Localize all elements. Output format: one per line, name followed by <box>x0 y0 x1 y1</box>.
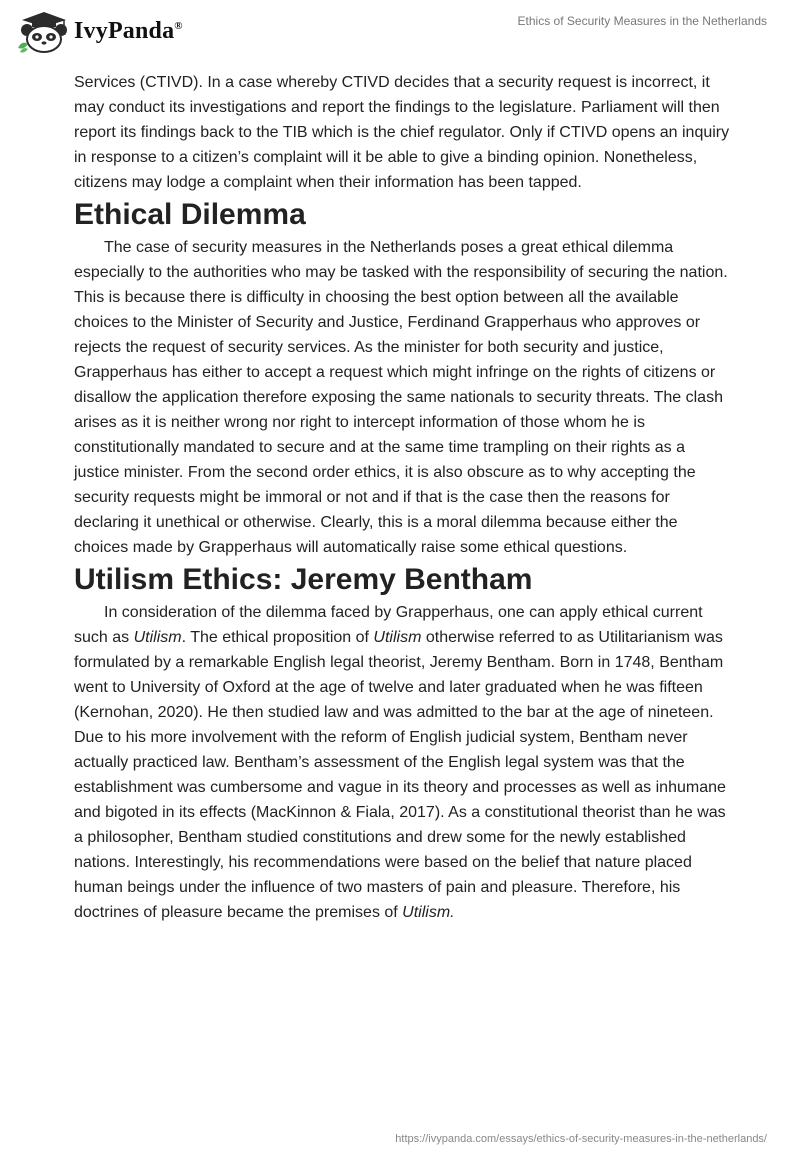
ethical-dilemma-paragraph: The case of security measures in the Netherlands poses a great ethical dilemma especially to the authorities who may be tasked with the responsibility of securing the nation. This is because there is difficulty in choosing the best option between all the available choices to the Minister of Security and Justice, Ferdinand Grapperhaus who approves or rejects the request of security services. As the minister for both security and justice, Grapperhaus has either to accept a request which might infringe on the rights of citizens or disallow the application therefore exposing the same nationals to security threats. The clash arises as it is neither wrong nor right to intercept information of those whom he is constitutionally mandated to secure and at the same time trampling on their rights as a justice minister. From the second order ethics, it is also obscure as to why accepting the security requests might be immoral or not and if that is the case then the reasons for declaring it unethical or otherwise. Clearly, this is a moral dilemma because either the choices made by Grapperhaus will automatically raise some ethical questions. <box>74 239 728 556</box>
source-url-link[interactable]: https://ivypanda.com/essays/ethics-of-security-measures-in-the-netherlands/ <box>395 1133 767 1145</box>
utilism-paragraph <box>74 600 734 925</box>
intro-paragraph: Services (CTIVD). In a case whereby CTIVD decides that a security request is incorrect, it may conduct its investigations and report the findings to the legislature. Parliament will then report its findings back to the TIB which is the chief regulator. Only if CTIVD opens an inquiry in response to a citizen’s complaint will it be able to give a binding opinion. Nonetheless, citizens may lodge a complaint when their information has been tapped. <box>74 74 730 191</box>
text-run: In consideration of the dilemma faced by Grapperhaus, one can apply ethical current such as <box>74 604 703 646</box>
panda-graduate-icon <box>14 8 70 54</box>
running-title: Ethics of Security Measures in the Netherlands <box>517 14 767 28</box>
emphasis-utilism: Utilism. <box>402 904 455 921</box>
brand-logo[interactable] <box>14 8 183 54</box>
registered-mark: ® <box>174 19 183 32</box>
text-run: . The ethical proposition of <box>181 629 374 646</box>
page-header <box>0 0 800 62</box>
emphasis-utilism: Utilism <box>373 629 422 646</box>
text-run: otherwise referred to as Utilitarianism was formulated by a remarkable English legal theorist, Jeremy Bentham. Born in 1748, Bentham went to University of Oxford at the age of twelve and later graduated when he was fifteen (Kernohan, 2020). He then studied law and was admitted to the bar at the age of nineteen. Due to his more involvement with the reform of English judicial system, Bentham never actually practiced law. Bentham’s assessment of the English legal system was that the establishment was cumbersome and vague in its theory and processes as well as inhumane and bigoted in its effects (MacKinnon & Fiala, 2017). As a constitutional theorist than he was a philosopher, Bentham studied constitutions and drew some for the newly established nations. Interestingly, his recommendations were based on the belief that nature placed human beings under the influence of two masters of pain and pleasure. Therefore, his doctrines of pleasure became the premises of <box>74 629 726 921</box>
section-heading-utilism-ethics: Utilism Ethics: Jeremy Bentham <box>74 563 533 596</box>
emphasis-utilism: Utilism <box>133 629 182 646</box>
brand-name: IvyPanda® <box>74 17 183 44</box>
essay-content <box>74 70 734 925</box>
section-heading-ethical-dilemma: Ethical Dilemma <box>74 198 306 231</box>
